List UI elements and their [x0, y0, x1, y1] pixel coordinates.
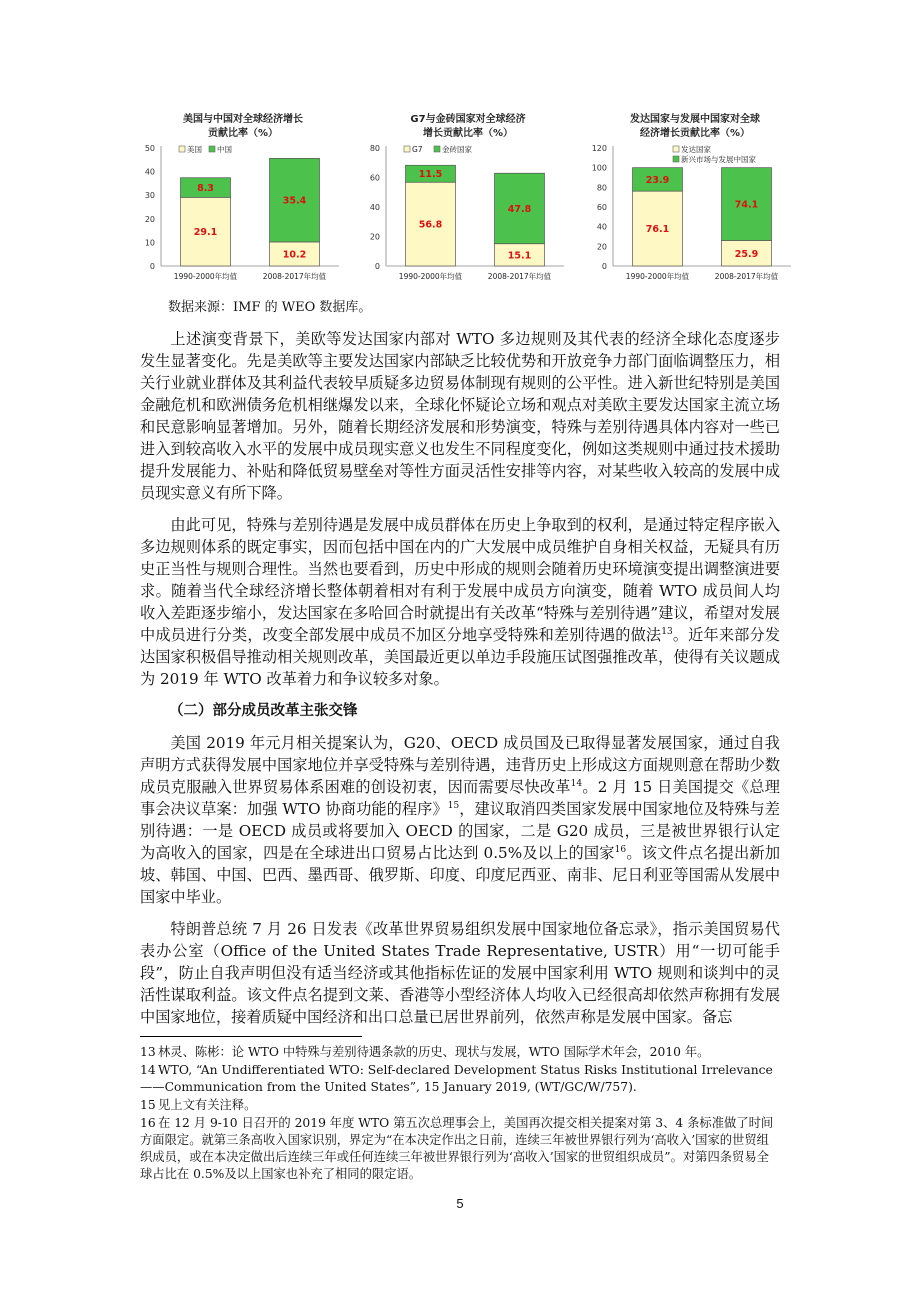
- y-tick-label: 40: [596, 222, 607, 232]
- legend-label: 中国: [217, 145, 232, 154]
- data-source-note: 数据来源：IMF 的 WEO 数据库。: [168, 300, 372, 315]
- y-tick-label: 80: [369, 144, 380, 153]
- data-label: 11.5: [418, 169, 443, 181]
- data-label: 10.2: [282, 249, 307, 261]
- footnote-14: [140, 1062, 780, 1096]
- footnote-text: 林灵、陈彬：论 WTO 中特殊与差别待遇条款的历史、现状与发展，WTO 国际学术年会，2010 年。: [158, 1045, 710, 1059]
- footnote-13: [140, 1044, 780, 1061]
- page-number: 5: [456, 1196, 464, 1211]
- footnote-16: [140, 1115, 780, 1183]
- footnote-text: 在 12 月 9-10 日召开的 2019 年度 WTO 第五次总理事会上，美国再次提交相关提案对第 3、4 条标准做了时间方面限定。就第三条高收入国家识别，界定为“在本决定作出之日前，连续三年被世界银行列为‘高收入’国家的世贸组织成员，或在本决定做出后连续三年或任何连续三年被世界银行列为‘高收入’国家的世贸组织成员”。对第四条贸易全球占比在 0.5%及以上国家也补充了相同的限定语。: [140, 1116, 774, 1181]
- paragraph-4: 特朗普总统 7 月 26 日发表《改革世界贸易组织发展中国家地位备忘录》，指示美国贸易代表办公室（Office of the United States Trade Representative, USTR）用“一切可能手段”，防止自我声明但没有适当经济或其他指标佐证的发展中国家利用 WTO 规则和谈判中的灵活性谋取利益。该文件点名提到文莱、香港等小型经济体人均收入已经很高却依然声称拥有发展中国家地位，接着质疑中国经济和出口总量已居世界前列，依然声称是发展中国家。备忘: [140, 920, 780, 1026]
- footnote-number: 13: [140, 1045, 156, 1059]
- chart-title-line: 发达国家与发展中国家对全球: [630, 114, 760, 125]
- paragraph-2-text-a: 由此可见，特殊与差别待遇是发展中成员群体在历史上争取到的权利，是通过特定程序嵌入多边规则体系的既定事实，因而包括中国在内的广大发展中成员维护自身相关权益，无疑具有历史正当性与规则合理性。当然也要看到，历史中形成的规则会随着历史环境演变提出调整演进要求。随着当代全球经济增长整体朝着相对有利于发展中成员方向演变，随着 WTO 成员间人均收入差距逐步缩小，发达国家在多哈回合时就提出有关改革“特殊与差别待遇”建议，希望对发展中成员进行分类，改变全部发展中成员不加区分地享受特殊和差别待遇的做法: [140, 516, 780, 644]
- chart-title-line: G7与金砖国家对全球经济: [410, 114, 526, 125]
- legend-label: G7: [412, 145, 423, 154]
- data-label: 29.1: [193, 227, 218, 239]
- y-tick-label: 0: [374, 262, 380, 271]
- chart-developed-developing: [587, 108, 797, 288]
- footnote-number: 14: [140, 1063, 156, 1077]
- paragraph-1: 上述演变背景下，美欧等发达国家内部对 WTO 多边规则及其代表的经济全球化态度逐步发生显著变化。先是美欧等主要发达国家内部缺乏比较优势和开放竞争力部门面临调整压力，相关行业就业群体及其利益代表较早质疑多边贸易体制现有规则的公平性。进入新世纪特别是美国金融危机和欧洲债务危机相继爆发以来，全球化怀疑论立场和观点对美欧主要发达国家主流立场和民意影响显著增加。另外，随着长期经济发展和形势演变，特殊与差别待遇具体内容对一些已进入到较高收入水平的发展中成员现实意义也发生不同程度变化，例如这类规则中通过技术援助提升发展能力、补贴和降低贸易壁垒对等性方面灵活性安排等内容，对某些收入较高的发展中成员现实意义有所下降。: [140, 330, 780, 502]
- legend-label: 美国: [187, 145, 202, 154]
- legend-swatch: [673, 156, 679, 162]
- footnote-text: 见上文有关注释。: [158, 1098, 257, 1112]
- data-label: 76.1: [645, 224, 670, 236]
- legend-swatch: [673, 146, 679, 152]
- footnote-ref-13[interactable]: 13: [661, 626, 673, 637]
- legend-label: 金砖国家: [442, 145, 472, 154]
- y-tick-label: 60: [369, 173, 380, 183]
- chart-svg: [135, 108, 345, 288]
- legend-label: 新兴市场与发展中国家: [681, 155, 756, 164]
- data-label: 8.3: [197, 183, 214, 195]
- data-label: 56.8: [418, 219, 443, 231]
- footnote-ref-16[interactable]: 16: [614, 844, 627, 855]
- y-tick-label: 20: [596, 242, 607, 252]
- chart-svg: [587, 108, 797, 288]
- y-tick-label: 40: [144, 167, 155, 177]
- y-tick-label: 50: [144, 144, 155, 153]
- x-tick-label: 2008-2017年均值: [714, 272, 779, 281]
- y-tick-label: 60: [596, 203, 607, 212]
- paragraph-3-text-a: 美国 2019 年元月相关提案认为，G20、OECD 成员国及已取得显著发展国家，通过自我声明方式获得发展中国家地位并享受特殊与差别待遇，违背历史上形成这方面规则意在帮助少数成员克服融入世界贸易体系困难的创设初衷，因而需要尽快改革: [140, 734, 780, 796]
- y-tick-label: 30: [144, 191, 155, 201]
- chart-title-line: 增长贡献比率（%）: [422, 128, 514, 139]
- footnote-separator: [140, 1036, 362, 1037]
- data-label: 74.1: [734, 199, 759, 211]
- x-tick-label: 1990-2000年均值: [398, 272, 463, 281]
- legend-swatch: [209, 146, 215, 152]
- y-tick-label: 20: [144, 214, 155, 224]
- legend-label: 发达国家: [681, 145, 711, 154]
- paragraph-3-text-b: 。2 月 15 日美国提交《总理事会决议草案：加强 WTO 协商功能的程序》: [140, 778, 780, 818]
- x-tick-label: 2008-2017年均值: [262, 272, 327, 281]
- footnote-ref-14[interactable]: 14: [570, 778, 583, 789]
- chart-us-china: [135, 108, 345, 288]
- data-label: 25.9: [734, 248, 759, 260]
- body-text: [140, 328, 780, 1038]
- chart-g7-brics: [360, 108, 570, 288]
- legend-swatch: [404, 146, 410, 152]
- charts-row: [135, 108, 795, 288]
- y-tick-label: 80: [596, 183, 607, 193]
- chart-title-line: 美国与中国对全球经济增长: [183, 114, 303, 125]
- y-tick-label: 40: [369, 203, 380, 212]
- y-tick-label: 0: [601, 262, 607, 271]
- footnote-number: 15: [140, 1098, 156, 1112]
- footnotes: [140, 1044, 780, 1184]
- data-label: 35.4: [282, 195, 307, 207]
- y-tick-label: 20: [369, 232, 380, 242]
- paragraph-3-text-c: ，建议取消四类国家发展中国家地位及特殊与差别待遇：一是 OECD 成员或将要加入 OECD 的国家，二是 G20 成员，三是被世界银行认定为高收入的国家，四是在全球进出口贸易占比达到 0.5%及以上的国家: [140, 800, 780, 862]
- paragraph-2-text-b: 。近年来部分发达国家积极倡导推动相关规则改革，美国最近更以单边手段施压试图强推改革，使得有关议题成为 2019 年 WTO 改革着力和争议较多对象。: [140, 626, 781, 688]
- paragraph-2: [140, 514, 780, 690]
- section-heading: （二）部分成员改革主张交锋: [169, 703, 358, 719]
- footnote-ref-15[interactable]: 15: [447, 800, 460, 811]
- y-tick-label: 100: [591, 163, 607, 173]
- footnote-number: 16: [140, 1116, 156, 1130]
- paragraph-3: [140, 732, 780, 908]
- footnote-text: WTO, “An Undifferentiated WTO: Self-declared Development Status Risks Institutional Irrelevance——Communication from the United States”, 15 January 2019, (WT/GC/W/757).: [140, 1063, 773, 1094]
- x-tick-label: 2008-2017年均值: [487, 272, 552, 281]
- legend-swatch: [434, 146, 440, 152]
- y-tick-label: 10: [144, 238, 155, 248]
- x-tick-label: 1990-2000年均值: [625, 272, 690, 281]
- paragraph-3-text-d: 。该文件点名提出新加坡、韩国、中国、巴西、墨西哥、俄罗斯、印度、印度尼西亚、南非、尼日利亚等国需从发展中国家中毕业。: [140, 844, 781, 906]
- chart-title-line: 经济增长贡献比率（%）: [639, 128, 751, 139]
- legend-swatch: [179, 146, 185, 152]
- y-tick-label: 120: [591, 144, 607, 153]
- y-tick-label: 0: [149, 262, 155, 271]
- data-label: 15.1: [507, 250, 532, 262]
- data-label: 47.8: [507, 203, 532, 215]
- chart-title-line: 贡献比率（%）: [207, 128, 279, 139]
- chart-svg: [360, 108, 570, 288]
- data-label: 23.9: [645, 174, 670, 186]
- x-tick-label: 1990-2000年均值: [173, 272, 238, 281]
- footnote-15: [140, 1097, 780, 1114]
